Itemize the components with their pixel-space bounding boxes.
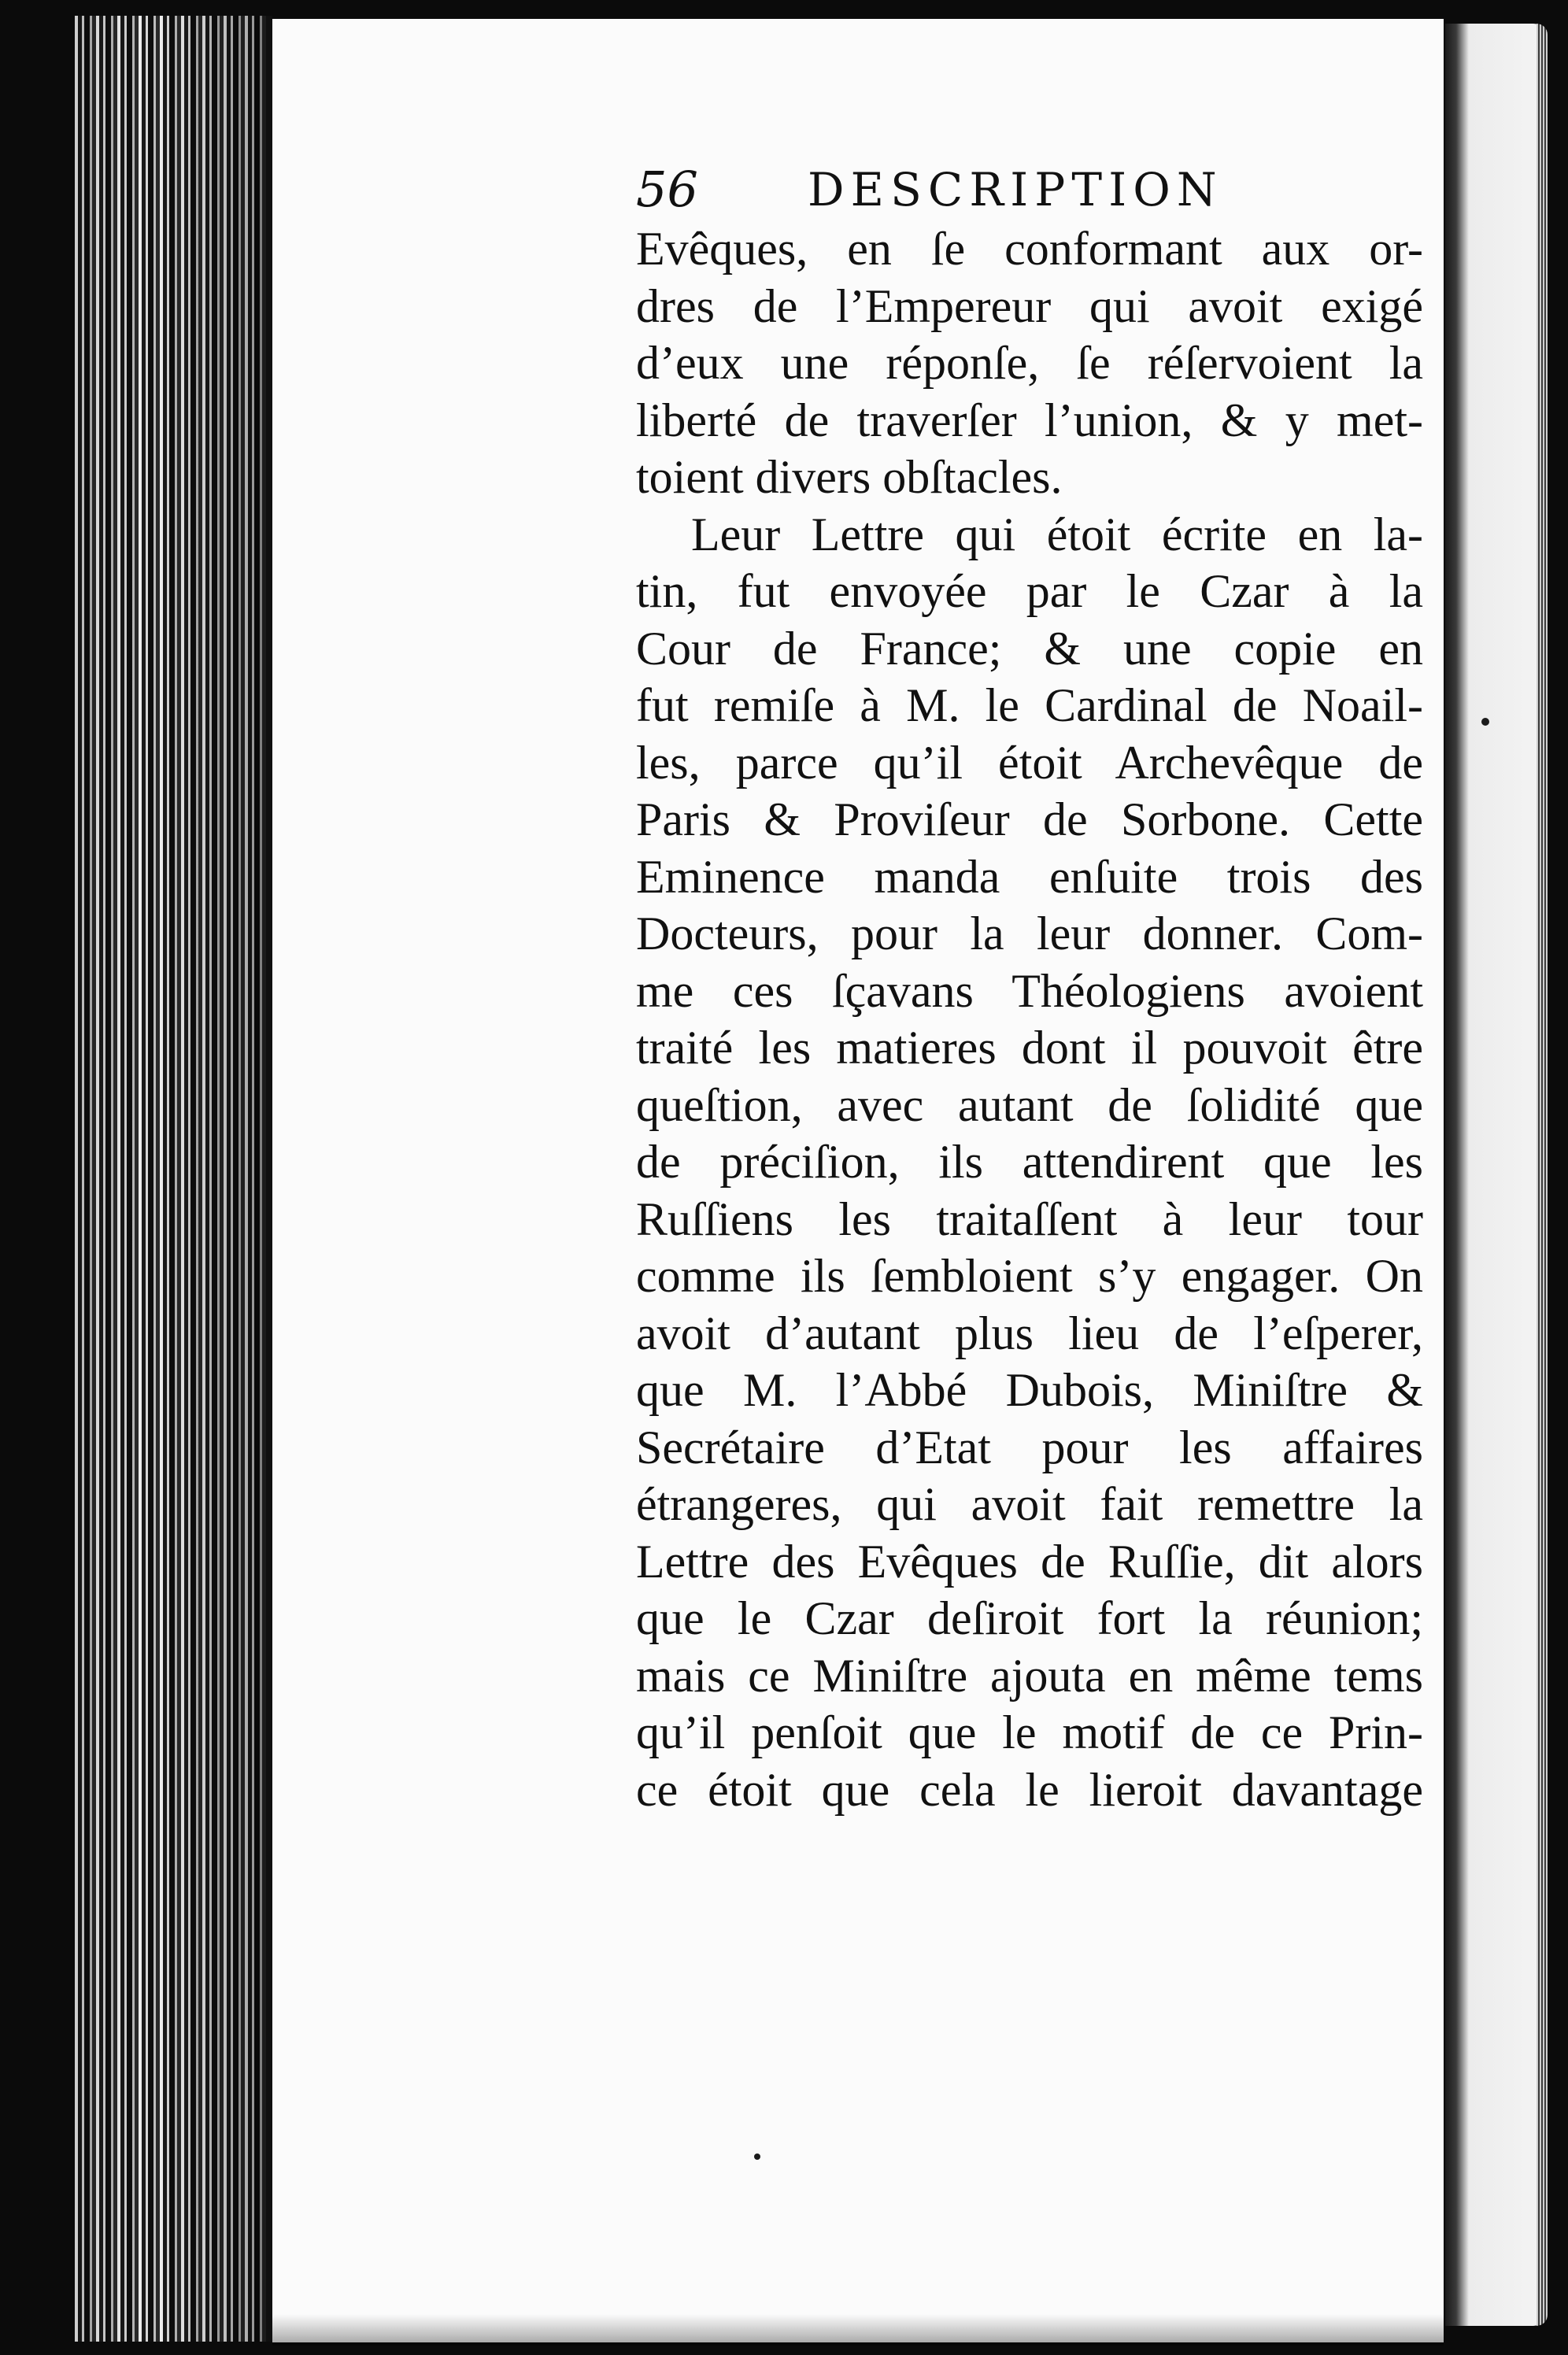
ink-speck: [754, 2154, 760, 2160]
text-line: Lettre des Evêques de Ruſſie, dit alors: [636, 1535, 1423, 1588]
text-line: étrangeres, qui avoit fait remettre la: [636, 1478, 1423, 1530]
text-line: Leur Lettre qui étoit écrite en la-: [691, 508, 1423, 560]
text-line: que M. l’Abbé Dubois, Miniſtre &: [636, 1364, 1423, 1416]
text-line: que le Czar deſiroit fort la réunion;: [636, 1592, 1423, 1644]
text-line: Docteurs, pour la leur donner. Com-: [636, 908, 1423, 959]
facing-page-edge: [1445, 24, 1548, 2326]
text-line: Cour de France; & une copie en: [636, 622, 1423, 675]
gutter: [266, 16, 272, 2342]
running-head: [636, 157, 1360, 220]
text-line: ce étoit que cela le lieroit davantage: [636, 1763, 1423, 1816]
text-line: tin, fut envoyée par le Czar à la: [636, 565, 1423, 617]
text-line: liberté de traverſer l’union, & y met-: [636, 394, 1423, 446]
running-title: DESCRIPTION: [808, 163, 1223, 216]
text-line: me ces ſçavans Théologiens avoient: [636, 964, 1423, 1017]
text-line: Eminence manda enſuite trois des: [636, 850, 1423, 903]
text-line: comme ils ſembloient s’y engager. On: [636, 1250, 1423, 1302]
text-line: Evêques, en ſe conformant aux or-: [636, 223, 1423, 275]
left-page-edges-shading: [75, 16, 272, 2342]
text-line: de préciſion, ils attendirent que les: [636, 1136, 1423, 1188]
left-page-edges: [75, 16, 272, 2342]
ink-speck: [1481, 718, 1489, 726]
text-line: Ruſſiens les traitaſſent à leur tour: [636, 1192, 1423, 1245]
text-line: mais ce Miniſtre ajouta en même tems: [636, 1649, 1423, 1702]
text-line: qu’il penſoit que le motif de ce Prin-: [636, 1706, 1423, 1758]
facing-page-edge-lines: [1537, 24, 1548, 2326]
body-text: [636, 220, 1423, 1818]
text-line: les, parce qu’il étoit Archevêque de: [636, 736, 1423, 789]
page-number: 56: [636, 161, 698, 218]
text-line: fut remiſe à M. le Cardinal de Noail-: [636, 679, 1423, 731]
text-line: toient divers obſtacles.: [636, 451, 1063, 503]
page-bottom-shadow: [272, 2314, 1444, 2346]
text-line: Secrétaire d’Etat pour les affaires: [636, 1421, 1423, 1473]
text-line: dres de l’Empereur qui avoit exigé: [636, 279, 1423, 332]
text-line: avoit d’autant plus lieu de l’eſperer,: [636, 1307, 1423, 1359]
text-line: queſtion, avec autant de ſolidité que: [636, 1078, 1423, 1131]
text-line: traité les matieres dont il pouvoit être: [636, 1022, 1423, 1074]
text-line: d’eux une réponſe, ſe réſervoient la: [636, 337, 1423, 389]
text-line: Paris & Proviſeur de Sorbone. Cette: [636, 793, 1423, 845]
